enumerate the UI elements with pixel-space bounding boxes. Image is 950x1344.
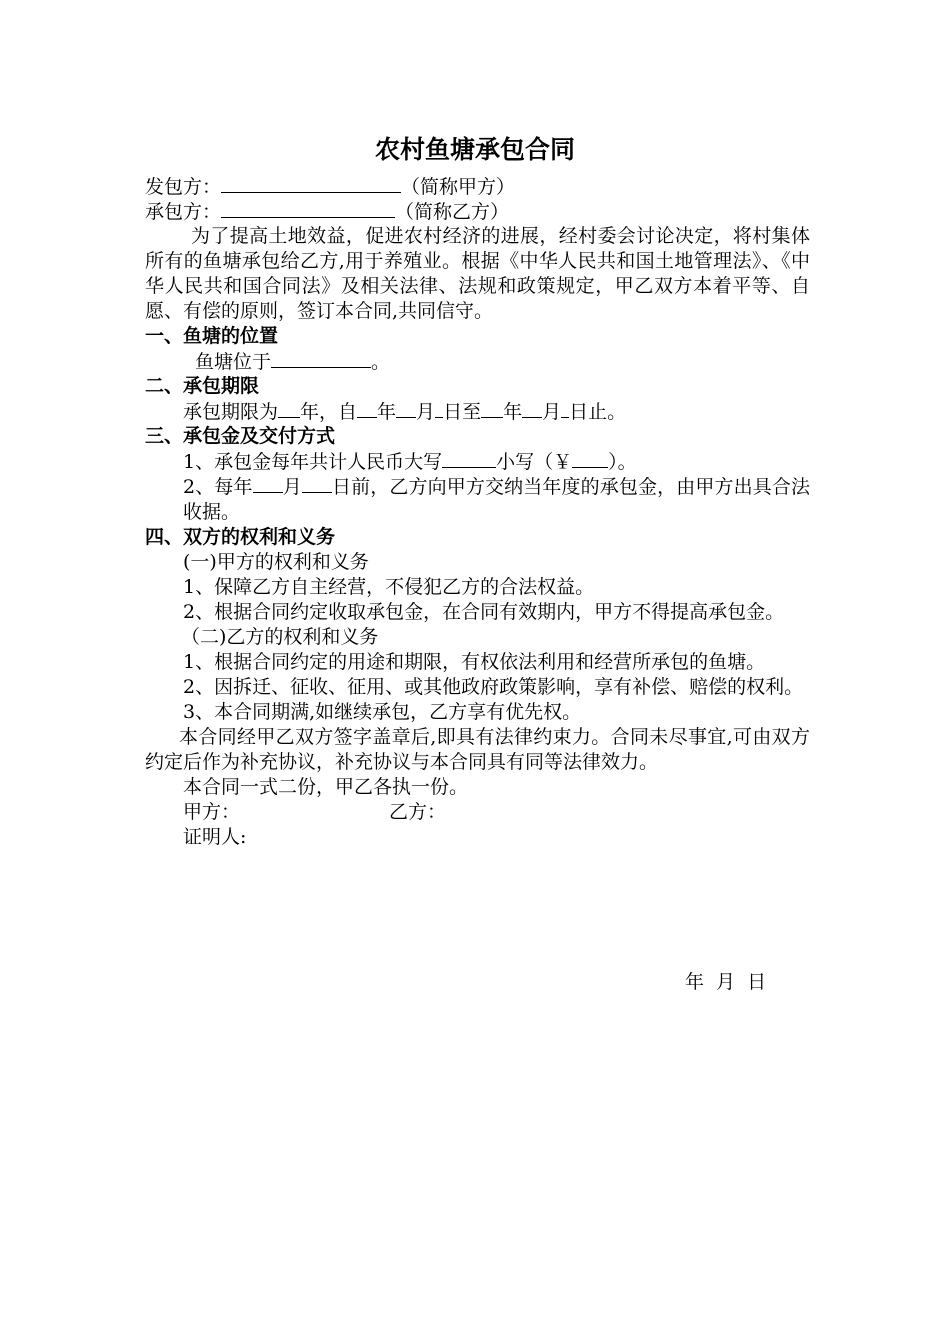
section2-term-line bbox=[145, 399, 810, 424]
party-a-label: 甲方： bbox=[183, 801, 241, 823]
contract-body bbox=[145, 174, 810, 850]
start-month-blank bbox=[396, 399, 416, 418]
fee-uppercase-blank bbox=[442, 449, 496, 468]
party-b-label: 乙方： bbox=[389, 801, 447, 823]
intro-paragraph: 为了提高土地效益，促进农村经济的进展，经村委会讨论决定，将村集体所有的鱼塘承包给乙方,用于养殖业。根据《中华人民共和国土地管理法》、《中华人民共和国合同法》及相关法律、法规和政策规定，甲乙双方本着平等、自愿、有偿的原则，签订本合同,共同信守。 bbox=[145, 225, 810, 322]
fabao-label: 发包方： bbox=[145, 176, 222, 198]
pay-text-b: 月 bbox=[282, 476, 302, 498]
fabao-note: （简称甲方） bbox=[401, 176, 516, 198]
term-text-6: 年 bbox=[503, 401, 523, 423]
term-text-2: 年，自 bbox=[300, 401, 358, 423]
pond-location-blank bbox=[271, 349, 371, 368]
end-month-blank bbox=[522, 399, 542, 418]
fee-text-a: 1、承包金每年共计人民币大写 bbox=[183, 451, 443, 473]
chengbao-line bbox=[145, 199, 810, 224]
term-text-7: 月 bbox=[542, 401, 562, 423]
pay-text-c: 日前，乙方向甲方交纳当年度的承包金，由甲方出具合法收据。 bbox=[183, 476, 810, 523]
chengbao-note: （简称乙方） bbox=[395, 201, 510, 223]
fee-text-c: ）。 bbox=[608, 451, 637, 473]
end-day-blank bbox=[561, 399, 569, 418]
term-text-8: 日止。 bbox=[569, 401, 627, 423]
fee-text-b: 小写（￥ bbox=[496, 451, 573, 473]
chengbao-blank bbox=[221, 199, 395, 218]
section1-heading: 一、鱼塘的位置 bbox=[145, 325, 279, 347]
section1-text-a: 鱼塘位于 bbox=[195, 351, 272, 373]
signature-line bbox=[145, 800, 810, 825]
date-line: 年 月 日 bbox=[685, 971, 767, 993]
fee-amount-blank bbox=[572, 449, 608, 468]
section4-sub2-item1: 1、根据合同约定的用途和期限，有权依法利用和经营所承包的鱼塘。 bbox=[183, 651, 766, 673]
start-day-blank bbox=[435, 399, 443, 418]
section4-sub1-item2: 2、根据合同约定收取承包金，在合同有效期内，甲方不得提高承包金。 bbox=[183, 601, 785, 623]
term-text-3: 年 bbox=[377, 401, 397, 423]
end-year-blank bbox=[481, 399, 503, 418]
section4-sub2-item2: 2、因拆迁、征收、征用、或其他政府政策影响，享有补偿、赔偿的权利。 bbox=[183, 676, 804, 698]
copies-line: 本合同一式二份，甲乙各执一份。 bbox=[183, 776, 469, 798]
section3-item2 bbox=[145, 474, 810, 525]
term-text-5: 日至 bbox=[443, 401, 482, 423]
page-title: 农村鱼塘承包合同 bbox=[374, 135, 575, 164]
pay-day-blank bbox=[302, 474, 332, 493]
fabao-line bbox=[145, 174, 810, 199]
term-text-1: 承包期限为 bbox=[183, 401, 279, 423]
section3-item1 bbox=[145, 449, 810, 474]
term-years-blank bbox=[278, 399, 300, 418]
effect-paragraph: 本合同经甲乙双方签字盖章后,即具有法律约束力。合同未尽事宜,可由双方约定后作为补充协议，补充协议与本合同具有同等法律效力。 bbox=[145, 726, 810, 773]
section3-heading: 三、承包金及交付方式 bbox=[145, 425, 336, 447]
witness-line: 证明人: bbox=[183, 826, 247, 848]
pay-month-blank bbox=[253, 474, 283, 493]
section2-heading: 二、承包期限 bbox=[145, 375, 260, 397]
section4-heading: 四、双方的权利和义务 bbox=[145, 526, 336, 548]
chengbao-label: 承包方： bbox=[145, 201, 222, 223]
section4-sub1-item1: 1、保障乙方自主经营，不侵犯乙方的合法权益。 bbox=[183, 576, 595, 598]
term-text-4: 月 bbox=[416, 401, 436, 423]
pay-text-a: 2、每年 bbox=[183, 476, 253, 498]
section4-sub2-item3: 3、本合同期满,如继续承包，乙方享有优先权。 bbox=[183, 701, 582, 723]
section1-text-b: 。 bbox=[371, 351, 391, 373]
section1-text bbox=[145, 349, 810, 374]
section4-sub2: （二)乙方的权利和义务 bbox=[181, 626, 379, 648]
start-year-blank bbox=[357, 399, 377, 418]
fabao-blank bbox=[221, 174, 401, 193]
section4-sub1: (一)甲方的权利和义务 bbox=[183, 551, 369, 573]
